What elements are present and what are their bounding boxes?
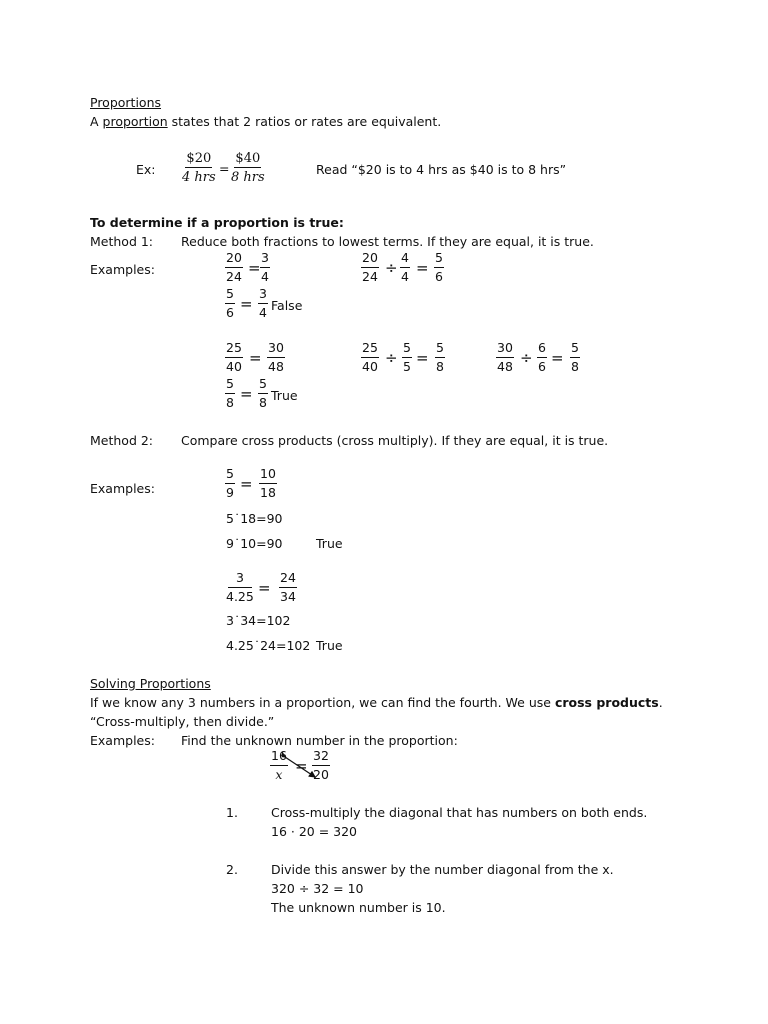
fraction — [258, 378, 268, 409]
denominator: 4 hrs — [182, 170, 216, 185]
numerator: $40 — [235, 151, 261, 166]
denominator: x — [275, 766, 283, 782]
example-read-text: Read “$20 is to 4 hrs as $40 is to 8 hrs” — [316, 162, 567, 177]
result-true: True — [316, 536, 343, 551]
equals-sign: = — [240, 295, 253, 313]
fraction — [361, 342, 379, 373]
cross-product-line: 3˙34=102 — [226, 613, 291, 628]
step-text: Divide this answer by the number diagonal from the x. — [271, 862, 614, 877]
numerator: 20 — [361, 252, 379, 268]
denominator: 4.25 — [226, 588, 254, 604]
fraction — [361, 252, 379, 283]
numerator: 5 — [570, 342, 580, 358]
result-false: False — [271, 298, 303, 313]
numerator: 10 — [259, 468, 277, 484]
denominator: 4 — [259, 304, 267, 320]
fraction — [226, 572, 254, 603]
definition — [90, 114, 441, 129]
denominator: 40 — [226, 358, 242, 374]
solving-quote: “Cross-multiply, then divide.” — [90, 714, 275, 729]
numerator: 3 — [258, 288, 268, 304]
numerator: 5 — [402, 342, 412, 358]
fraction — [267, 342, 285, 373]
numerator: 25 — [225, 342, 243, 358]
numerator: 5 — [435, 342, 445, 358]
equals-sign: = — [219, 161, 230, 176]
denominator: 40 — [362, 358, 378, 374]
denominator: 34 — [280, 588, 296, 604]
equals-sign: = — [258, 579, 271, 597]
denominator: 8 — [259, 394, 267, 410]
numerator: 5 — [258, 378, 268, 394]
numerator: $20 — [186, 151, 212, 166]
examples-label-3: Examples: — [90, 733, 155, 748]
fraction — [402, 342, 412, 373]
fraction — [225, 288, 235, 319]
examples-instruction: Find the unknown number in the proportion: — [181, 733, 458, 748]
equals-sign: = — [416, 349, 429, 367]
numerator: 6 — [537, 342, 547, 358]
denominator: 6 — [435, 268, 443, 284]
denominator: 24 — [362, 268, 378, 284]
denominator: 8 — [226, 394, 234, 410]
denominator: 8 — [436, 358, 444, 374]
example-fraction-2 — [231, 152, 265, 184]
cross-product-line: 9˙10=90 — [226, 536, 283, 551]
numerator: 5 — [434, 252, 444, 268]
denominator: 24 — [226, 268, 242, 284]
solving-text-pre: If we know any 3 numbers in a proportion, we can find the fourth. We use — [90, 695, 555, 710]
equals-sign: = — [249, 349, 262, 367]
equals-sign: = — [416, 259, 429, 277]
numerator: 5 — [225, 468, 235, 484]
denominator: 8 hrs — [231, 170, 265, 185]
numerator: 20 — [225, 252, 243, 268]
fraction — [225, 468, 235, 499]
numerator: 3 — [260, 252, 270, 268]
definition-post: states that 2 ratios or rates are equivalent. — [167, 114, 442, 129]
fraction — [435, 342, 445, 373]
equals-sign: = — [295, 757, 308, 775]
denominator: 8 — [571, 358, 579, 374]
numerator: 30 — [267, 342, 285, 358]
fraction — [279, 572, 297, 603]
divide-sign: ÷ — [520, 349, 533, 367]
cross-multiply-arrow-icon — [282, 752, 324, 786]
denominator: 9 — [226, 484, 234, 500]
fraction — [225, 252, 243, 283]
denominator: 5 — [403, 358, 411, 374]
equals-sign: = — [551, 349, 564, 367]
divide-sign: ÷ — [385, 259, 398, 277]
result-true: True — [316, 638, 343, 653]
numerator: 5 — [225, 288, 235, 304]
cross-product-line: 4.25˙24=102 — [226, 638, 311, 653]
solving-text-post: . — [658, 695, 663, 710]
numerator: 5 — [225, 378, 235, 394]
fraction — [537, 342, 547, 373]
definition-pre: A — [90, 114, 103, 129]
example-label: Ex: — [136, 162, 156, 177]
denominator: 4 — [261, 268, 269, 284]
numerator: 24 — [279, 572, 297, 588]
fraction — [225, 378, 235, 409]
fraction — [570, 342, 580, 373]
denominator: 48 — [268, 358, 284, 374]
section-title-solving: Solving Proportions — [90, 676, 211, 691]
answer-text: The unknown number is 10. — [271, 900, 446, 915]
definition-term: proportion — [102, 114, 168, 129]
denominator: 20 — [313, 766, 329, 782]
numerator: 25 — [361, 342, 379, 358]
equals-sign: = — [248, 259, 261, 277]
fraction — [225, 342, 243, 373]
numerator: 4 — [400, 252, 410, 268]
denominator: 6 — [226, 304, 234, 320]
solving-text — [90, 695, 663, 710]
result-true: True — [271, 388, 298, 403]
method2-label: Method 2: — [90, 433, 154, 448]
solving-text-bold: cross products — [554, 695, 659, 710]
equals-sign: = — [240, 385, 253, 403]
fraction — [259, 468, 277, 499]
page-title: Proportions — [90, 95, 162, 110]
denominator: 6 — [538, 358, 546, 374]
numerator: 30 — [496, 342, 514, 358]
divide-sign: ÷ — [385, 349, 398, 367]
example-fraction-1 — [182, 152, 216, 184]
fraction — [400, 252, 410, 283]
cross-product-line: 5˙18=90 — [226, 511, 283, 526]
fraction — [496, 342, 514, 373]
method2-text: Compare cross products (cross multiply). If they are equal, it is true. — [181, 433, 609, 448]
step-math: 320 ÷ 32 = 10 — [271, 881, 364, 896]
step-number: 1. — [226, 805, 238, 820]
denominator: 48 — [497, 358, 513, 374]
method1-label: Method 1: — [90, 234, 154, 249]
fraction — [434, 252, 444, 283]
denominator: 4 — [401, 268, 409, 284]
fraction — [260, 252, 270, 283]
step-text: Cross-multiply the diagonal that has numbers on both ends. — [271, 805, 648, 820]
fraction — [258, 288, 268, 319]
examples-label-2: Examples: — [90, 481, 155, 496]
method1-text: Reduce both fractions to lowest terms. If they are equal, it is true. — [181, 234, 594, 249]
equals-sign: = — [240, 475, 253, 493]
examples-label: Examples: — [90, 262, 155, 277]
denominator: 18 — [260, 484, 276, 500]
step-number: 2. — [226, 862, 238, 877]
step-math: 16 · 20 = 320 — [271, 824, 358, 839]
numerator: 32 — [312, 750, 330, 766]
determine-heading: To determine if a proportion is true: — [90, 215, 344, 230]
numerator: 16 — [270, 750, 288, 766]
numerator: 3 — [228, 572, 252, 588]
